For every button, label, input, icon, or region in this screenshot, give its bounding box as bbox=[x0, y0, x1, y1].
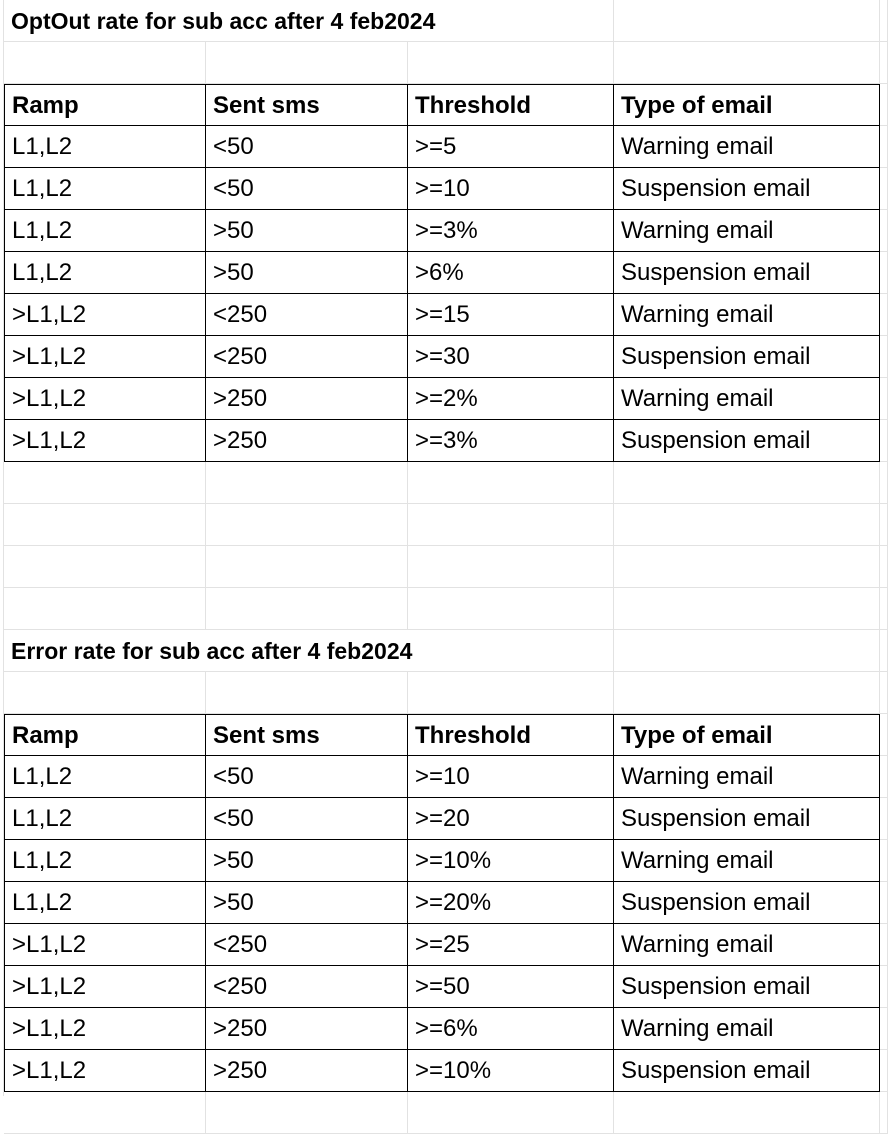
table-row bbox=[0, 336, 888, 378]
table-row bbox=[0, 840, 888, 882]
table-cell[interactable]: L1,L2 bbox=[4, 168, 206, 210]
table-cell[interactable]: >=3% bbox=[408, 420, 614, 462]
grid-cell[interactable] bbox=[880, 798, 888, 840]
grid-cell[interactable] bbox=[880, 42, 888, 84]
table-title[interactable]: Error rate for sub acc after 4 feb2024 bbox=[4, 630, 206, 672]
table-cell[interactable]: <50 bbox=[206, 798, 408, 840]
table-cell[interactable]: >50 bbox=[206, 882, 408, 924]
table-row bbox=[0, 756, 888, 798]
column-header[interactable]: Sent sms bbox=[206, 714, 408, 756]
table-row bbox=[0, 252, 888, 294]
table-cell[interactable]: >=10 bbox=[408, 756, 614, 798]
table-cell[interactable]: >L1,L2 bbox=[4, 294, 206, 336]
column-header[interactable]: Threshold bbox=[408, 84, 614, 126]
grid-cell[interactable] bbox=[4, 42, 206, 84]
column-header[interactable]: Type of email bbox=[614, 714, 880, 756]
grid-cell[interactable] bbox=[880, 1008, 888, 1050]
table-cell[interactable]: >250 bbox=[206, 1050, 408, 1092]
empty-row bbox=[0, 462, 888, 504]
table-cell[interactable]: >=25 bbox=[408, 924, 614, 966]
table-cell[interactable]: Warning email bbox=[614, 1008, 880, 1050]
grid-cell[interactable] bbox=[4, 1092, 206, 1134]
grid-cell[interactable] bbox=[880, 84, 888, 126]
grid-cell[interactable] bbox=[880, 168, 888, 210]
table-cell[interactable]: L1,L2 bbox=[4, 252, 206, 294]
table-cell[interactable]: >=10% bbox=[408, 1050, 614, 1092]
table-cell[interactable]: <250 bbox=[206, 294, 408, 336]
grid-cell[interactable] bbox=[880, 420, 888, 462]
grid-cell[interactable] bbox=[4, 462, 206, 504]
grid-cell[interactable] bbox=[408, 588, 614, 630]
table-cell[interactable]: >L1,L2 bbox=[4, 378, 206, 420]
table-cell[interactable]: Warning email bbox=[614, 378, 880, 420]
column-header[interactable]: Sent sms bbox=[206, 84, 408, 126]
table-cell[interactable]: >L1,L2 bbox=[4, 420, 206, 462]
grid-cell[interactable] bbox=[880, 126, 888, 168]
table-title[interactable]: OptOut rate for sub acc after 4 feb2024 bbox=[4, 0, 206, 42]
table-cell[interactable]: >=20 bbox=[408, 798, 614, 840]
table-cell[interactable]: >L1,L2 bbox=[4, 966, 206, 1008]
grid-cell bbox=[880, 0, 888, 42]
table-cell[interactable]: Suspension email bbox=[614, 168, 880, 210]
table-cell[interactable]: >=5 bbox=[408, 126, 614, 168]
grid-cell[interactable] bbox=[614, 1092, 880, 1134]
table-cell[interactable]: >=15 bbox=[408, 294, 614, 336]
table-row bbox=[0, 1008, 888, 1050]
table-cell[interactable]: >L1,L2 bbox=[4, 924, 206, 966]
table-row bbox=[0, 294, 888, 336]
table-cell[interactable]: >=6% bbox=[408, 1008, 614, 1050]
grid-cell[interactable] bbox=[880, 966, 888, 1008]
grid-cell[interactable] bbox=[4, 588, 206, 630]
table-cell[interactable]: <250 bbox=[206, 924, 408, 966]
grid-cell[interactable] bbox=[408, 462, 614, 504]
grid-cell[interactable] bbox=[880, 672, 888, 714]
grid-cell[interactable] bbox=[4, 546, 206, 588]
grid-cell[interactable] bbox=[880, 756, 888, 798]
grid-cell[interactable] bbox=[206, 546, 408, 588]
grid-cell[interactable] bbox=[408, 672, 614, 714]
table-cell[interactable]: L1,L2 bbox=[4, 798, 206, 840]
grid-cell[interactable] bbox=[614, 504, 880, 546]
grid-cell bbox=[880, 630, 888, 672]
grid-cell[interactable] bbox=[614, 588, 880, 630]
table-cell[interactable]: >=50 bbox=[408, 966, 614, 1008]
table-row bbox=[0, 924, 888, 966]
table-cell[interactable]: >50 bbox=[206, 210, 408, 252]
column-header[interactable]: Threshold bbox=[408, 714, 614, 756]
grid-cell[interactable] bbox=[880, 210, 888, 252]
empty-row bbox=[0, 1092, 888, 1134]
grid-cell[interactable] bbox=[408, 504, 614, 546]
table-cell[interactable]: >L1,L2 bbox=[4, 1008, 206, 1050]
table-cell[interactable]: L1,L2 bbox=[4, 840, 206, 882]
grid-cell[interactable] bbox=[880, 924, 888, 966]
empty-row bbox=[0, 546, 888, 588]
grid-cell[interactable] bbox=[614, 672, 880, 714]
empty-row bbox=[0, 588, 888, 630]
grid-cell[interactable] bbox=[206, 1092, 408, 1134]
table-title-row bbox=[0, 0, 888, 42]
grid-cell[interactable] bbox=[880, 504, 888, 546]
grid-cell[interactable] bbox=[408, 546, 614, 588]
grid-cell bbox=[614, 630, 880, 672]
table-header-row bbox=[0, 84, 888, 126]
column-header[interactable]: Ramp bbox=[4, 84, 206, 126]
table-cell[interactable]: >=3% bbox=[408, 210, 614, 252]
table-cell[interactable]: L1,L2 bbox=[4, 126, 206, 168]
table-cell[interactable]: Warning email bbox=[614, 294, 880, 336]
grid-cell[interactable] bbox=[880, 714, 888, 756]
table-cell[interactable]: <250 bbox=[206, 966, 408, 1008]
grid-cell bbox=[408, 630, 614, 672]
table-cell[interactable]: >250 bbox=[206, 420, 408, 462]
table-cell[interactable]: Warning email bbox=[614, 126, 880, 168]
grid-cell[interactable] bbox=[206, 672, 408, 714]
grid-cell[interactable] bbox=[614, 42, 880, 84]
grid-cell[interactable] bbox=[880, 882, 888, 924]
table-cell[interactable]: >=10 bbox=[408, 168, 614, 210]
table-cell[interactable]: Suspension email bbox=[614, 966, 880, 1008]
table-cell[interactable]: >=2% bbox=[408, 378, 614, 420]
grid-cell[interactable] bbox=[880, 378, 888, 420]
grid-cell[interactable] bbox=[408, 42, 614, 84]
table-cell[interactable]: >250 bbox=[206, 1008, 408, 1050]
table-row bbox=[0, 378, 888, 420]
grid-cell[interactable] bbox=[880, 1050, 888, 1092]
grid-cell bbox=[614, 0, 880, 42]
table-cell[interactable]: Suspension email bbox=[614, 252, 880, 294]
grid-cell[interactable] bbox=[408, 1092, 614, 1134]
grid-cell[interactable] bbox=[206, 462, 408, 504]
table-row bbox=[0, 882, 888, 924]
grid-cell[interactable] bbox=[206, 42, 408, 84]
table-cell[interactable]: L1,L2 bbox=[4, 882, 206, 924]
table-cell[interactable]: <50 bbox=[206, 126, 408, 168]
column-header[interactable]: Type of email bbox=[614, 84, 880, 126]
grid-cell[interactable] bbox=[4, 672, 206, 714]
grid-cell[interactable] bbox=[880, 588, 888, 630]
table-cell[interactable]: >50 bbox=[206, 840, 408, 882]
table-cell[interactable]: L1,L2 bbox=[4, 756, 206, 798]
grid-cell[interactable] bbox=[880, 294, 888, 336]
table-cell[interactable]: >=10% bbox=[408, 840, 614, 882]
table-row bbox=[0, 420, 888, 462]
table-row bbox=[0, 168, 888, 210]
column-header[interactable]: Ramp bbox=[4, 714, 206, 756]
table-cell[interactable]: >=20% bbox=[408, 882, 614, 924]
empty-row bbox=[0, 672, 888, 714]
table-cell[interactable]: Suspension email bbox=[614, 420, 880, 462]
empty-row bbox=[0, 504, 888, 546]
grid-cell[interactable] bbox=[880, 546, 888, 588]
grid-cell[interactable] bbox=[880, 1092, 888, 1134]
grid-cell[interactable] bbox=[614, 462, 880, 504]
table-cell[interactable]: >=30 bbox=[408, 336, 614, 378]
grid-cell[interactable] bbox=[4, 504, 206, 546]
grid-cell[interactable] bbox=[880, 252, 888, 294]
table-cell[interactable]: Warning email bbox=[614, 924, 880, 966]
grid-cell[interactable] bbox=[880, 462, 888, 504]
table-cell[interactable]: Suspension email bbox=[614, 882, 880, 924]
table-cell[interactable]: >250 bbox=[206, 378, 408, 420]
table-cell[interactable]: Suspension email bbox=[614, 336, 880, 378]
table-cell[interactable]: Suspension email bbox=[614, 798, 880, 840]
table-row bbox=[0, 126, 888, 168]
table-cell[interactable]: Suspension email bbox=[614, 1050, 880, 1092]
table-cell[interactable]: L1,L2 bbox=[4, 210, 206, 252]
grid-cell[interactable] bbox=[880, 336, 888, 378]
table-cell[interactable]: >50 bbox=[206, 252, 408, 294]
table-cell[interactable]: <50 bbox=[206, 756, 408, 798]
table-row bbox=[0, 798, 888, 840]
table-cell[interactable]: >6% bbox=[408, 252, 614, 294]
table-cell[interactable]: >L1,L2 bbox=[4, 1050, 206, 1092]
table-cell[interactable]: <250 bbox=[206, 336, 408, 378]
table-cell[interactable]: >L1,L2 bbox=[4, 336, 206, 378]
table-row bbox=[0, 966, 888, 1008]
table-cell[interactable]: <50 bbox=[206, 168, 408, 210]
table-title-row bbox=[0, 630, 888, 672]
table-row bbox=[0, 1050, 888, 1092]
table-cell[interactable]: Warning email bbox=[614, 756, 880, 798]
table-cell[interactable]: Warning email bbox=[614, 840, 880, 882]
grid-cell[interactable] bbox=[206, 504, 408, 546]
grid-cell[interactable] bbox=[614, 546, 880, 588]
empty-row bbox=[0, 42, 888, 84]
grid-cell bbox=[408, 0, 614, 42]
table-header-row bbox=[0, 714, 888, 756]
table-row bbox=[0, 210, 888, 252]
grid-cell[interactable] bbox=[880, 840, 888, 882]
grid-cell[interactable] bbox=[206, 588, 408, 630]
table-cell[interactable]: Warning email bbox=[614, 210, 880, 252]
